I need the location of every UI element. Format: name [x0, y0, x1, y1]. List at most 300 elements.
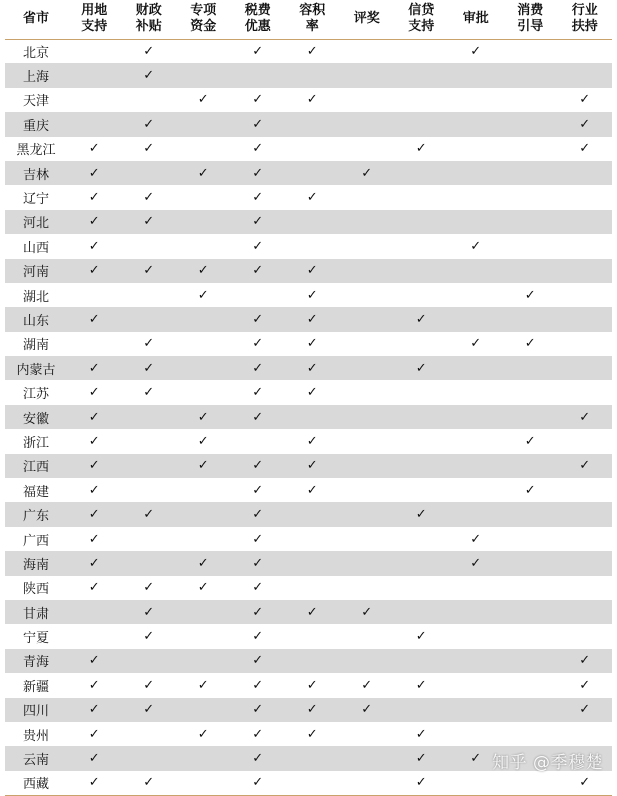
check-icon: ✓ [340, 600, 395, 624]
header-col-8: 审批 [449, 0, 504, 39]
province-name: 云南 [5, 746, 67, 770]
table-row [5, 88, 612, 112]
empty-cell [340, 356, 395, 380]
province-name: 重庆 [5, 112, 67, 136]
check-icon: ✓ [143, 580, 155, 596]
check-icon: ✓ [524, 482, 536, 498]
empty-cell [122, 478, 177, 502]
check-icon: ✓ [361, 677, 373, 693]
empty-cell [176, 600, 231, 624]
empty-cell [340, 137, 395, 161]
header-col-1: 用地 支持 [67, 0, 122, 39]
empty-cell [122, 649, 177, 673]
table-row [5, 527, 612, 551]
province-name: 北京 [22, 45, 49, 61]
check-icon: ✓ [449, 551, 504, 575]
empty-cell [394, 380, 449, 404]
empty-cell [503, 600, 558, 624]
check-icon: ✓ [415, 726, 427, 742]
empty-cell [176, 332, 231, 356]
check-icon: ✓ [231, 698, 286, 722]
empty-cell [558, 332, 613, 356]
table-row [5, 551, 612, 575]
check-icon: ✓ [67, 746, 122, 770]
empty-cell [67, 283, 122, 307]
check-icon: ✓ [67, 161, 122, 185]
empty-cell [394, 234, 449, 258]
table-row [5, 576, 612, 600]
empty-cell [176, 746, 231, 770]
check-icon: ✓ [143, 629, 155, 645]
table-row [5, 405, 612, 429]
empty-cell [176, 185, 231, 209]
empty-cell [285, 112, 340, 136]
empty-cell [394, 259, 449, 283]
check-icon: ✓ [558, 771, 613, 795]
empty-cell [176, 698, 231, 722]
province-name: 天津 [22, 94, 49, 110]
province-name: 上海 [5, 63, 67, 87]
policy-support-table [5, 0, 612, 796]
empty-cell [449, 454, 504, 478]
province-name: 山西 [22, 240, 49, 256]
empty-cell [449, 673, 504, 697]
empty-cell [176, 39, 231, 63]
check-icon: ✓ [470, 531, 482, 547]
province-name: 贵州 [22, 728, 49, 744]
check-icon: ✓ [176, 454, 231, 478]
check-icon: ✓ [231, 746, 286, 770]
empty-cell [67, 112, 122, 136]
check-icon: ✓ [285, 600, 340, 624]
empty-cell [340, 259, 395, 283]
table-body [5, 39, 612, 795]
check-icon: ✓ [306, 336, 318, 352]
check-icon: ✓ [306, 385, 318, 401]
check-icon: ✓ [231, 649, 286, 673]
check-icon: ✓ [143, 141, 155, 157]
check-icon: ✓ [285, 307, 340, 331]
empty-cell [340, 649, 395, 673]
check-icon: ✓ [231, 356, 286, 380]
empty-cell [558, 63, 613, 87]
check-icon: ✓ [197, 677, 209, 693]
empty-cell [558, 185, 613, 209]
empty-cell [394, 551, 449, 575]
header-col-5: 容积 率 [285, 0, 340, 39]
empty-cell [503, 405, 558, 429]
table-row [5, 234, 612, 258]
table-row [5, 429, 612, 453]
empty-cell [176, 112, 231, 136]
check-icon: ✓ [306, 726, 318, 742]
province-name: 宁夏 [22, 631, 49, 647]
table-row [5, 600, 612, 624]
empty-cell [503, 88, 558, 112]
empty-cell [558, 210, 613, 234]
empty-cell [122, 161, 177, 185]
check-icon: ✓ [252, 482, 264, 498]
table-row [5, 502, 612, 526]
table-row [5, 356, 612, 380]
check-icon: ✓ [558, 649, 613, 673]
empty-cell [340, 88, 395, 112]
empty-cell [285, 576, 340, 600]
empty-cell [122, 527, 177, 551]
empty-cell [340, 454, 395, 478]
empty-cell [558, 39, 613, 63]
empty-cell [285, 210, 340, 234]
check-icon: ✓ [197, 580, 209, 596]
check-icon: ✓ [67, 771, 122, 795]
table-row [5, 283, 612, 307]
province-name: 江苏 [22, 387, 49, 403]
check-icon: ✓ [449, 746, 504, 770]
province-name: 安徽 [5, 405, 67, 429]
check-icon: ✓ [122, 63, 177, 87]
province-name: 青海 [5, 649, 67, 673]
empty-cell [340, 332, 395, 356]
empty-cell [340, 771, 395, 795]
check-icon: ✓ [285, 259, 340, 283]
check-icon: ✓ [122, 698, 177, 722]
province-name: 福建 [22, 484, 49, 500]
check-icon: ✓ [306, 190, 318, 206]
empty-cell [558, 161, 613, 185]
empty-cell [67, 63, 122, 87]
empty-cell [503, 63, 558, 87]
check-icon: ✓ [470, 238, 482, 254]
check-icon: ✓ [285, 698, 340, 722]
province-name: 湖北 [22, 289, 49, 305]
empty-cell [449, 380, 504, 404]
province-name: 浙江 [22, 435, 49, 451]
empty-cell [340, 283, 395, 307]
table-row [5, 307, 612, 331]
empty-cell [558, 478, 613, 502]
empty-cell [285, 405, 340, 429]
table-row [5, 161, 612, 185]
empty-cell [449, 63, 504, 87]
check-icon: ✓ [340, 161, 395, 185]
header-province: 省市 [5, 0, 67, 39]
check-icon: ✓ [252, 238, 264, 254]
empty-cell [394, 210, 449, 234]
check-icon: ✓ [415, 141, 427, 157]
check-icon: ✓ [231, 210, 286, 234]
empty-cell [558, 624, 613, 648]
empty-cell [449, 624, 504, 648]
province-name: 西藏 [5, 771, 67, 795]
empty-cell [449, 649, 504, 673]
empty-cell [340, 478, 395, 502]
check-icon: ✓ [252, 141, 264, 157]
empty-cell [449, 576, 504, 600]
table-row [5, 649, 612, 673]
watermark: 知乎 @季穆楚 [492, 753, 603, 773]
check-icon: ✓ [394, 502, 449, 526]
check-icon: ✓ [143, 677, 155, 693]
province-name: 内蒙古 [5, 356, 67, 380]
table-row [5, 624, 612, 648]
empty-cell [394, 698, 449, 722]
empty-cell [394, 454, 449, 478]
check-icon: ✓ [231, 112, 286, 136]
check-icon: ✓ [231, 405, 286, 429]
check-icon: ✓ [88, 385, 100, 401]
check-icon: ✓ [122, 502, 177, 526]
check-icon: ✓ [67, 210, 122, 234]
empty-cell [394, 405, 449, 429]
check-icon: ✓ [231, 551, 286, 575]
empty-cell [122, 454, 177, 478]
empty-cell [394, 429, 449, 453]
empty-cell [340, 746, 395, 770]
empty-cell [122, 307, 177, 331]
empty-cell [340, 112, 395, 136]
empty-cell [558, 234, 613, 258]
empty-cell [340, 722, 395, 746]
check-icon: ✓ [88, 531, 100, 547]
check-icon: ✓ [67, 454, 122, 478]
check-icon: ✓ [197, 92, 209, 108]
empty-cell [340, 380, 395, 404]
check-icon: ✓ [252, 43, 264, 59]
check-icon: ✓ [88, 190, 100, 206]
empty-cell [558, 576, 613, 600]
empty-cell [558, 356, 613, 380]
empty-cell [176, 502, 231, 526]
check-icon: ✓ [176, 259, 231, 283]
check-icon: ✓ [558, 454, 613, 478]
table-row [5, 112, 612, 136]
empty-cell [449, 722, 504, 746]
empty-cell [231, 429, 286, 453]
empty-cell [122, 283, 177, 307]
check-icon: ✓ [524, 433, 536, 449]
province-name: 辽宁 [22, 192, 49, 208]
table-row [5, 210, 612, 234]
check-icon: ✓ [306, 287, 318, 303]
check-icon: ✓ [394, 771, 449, 795]
header-col-7: 信贷 支持 [394, 0, 449, 39]
empty-cell [67, 39, 122, 63]
check-icon: ✓ [252, 629, 264, 645]
empty-cell [176, 478, 231, 502]
empty-cell [394, 63, 449, 87]
check-icon: ✓ [231, 502, 286, 526]
check-icon: ✓ [252, 190, 264, 206]
table-row [5, 185, 612, 209]
empty-cell [503, 502, 558, 526]
check-icon: ✓ [176, 161, 231, 185]
check-icon: ✓ [88, 482, 100, 498]
empty-cell [449, 502, 504, 526]
empty-cell [285, 527, 340, 551]
table-header-row [5, 0, 612, 39]
empty-cell [340, 624, 395, 648]
empty-cell [449, 405, 504, 429]
empty-cell [122, 88, 177, 112]
check-icon: ✓ [524, 287, 536, 303]
table-row [5, 771, 612, 795]
empty-cell [340, 39, 395, 63]
table-row [5, 39, 612, 63]
empty-cell [231, 63, 286, 87]
check-icon: ✓ [579, 677, 591, 693]
empty-cell [503, 673, 558, 697]
empty-cell [394, 161, 449, 185]
empty-cell [340, 234, 395, 258]
check-icon: ✓ [306, 433, 318, 449]
check-icon: ✓ [252, 726, 264, 742]
table-row [5, 454, 612, 478]
province-name: 甘肃 [5, 600, 67, 624]
empty-cell [285, 771, 340, 795]
empty-cell [558, 502, 613, 526]
empty-cell [285, 551, 340, 575]
empty-cell [503, 307, 558, 331]
empty-cell [394, 88, 449, 112]
empty-cell [394, 39, 449, 63]
empty-cell [285, 624, 340, 648]
empty-cell [394, 649, 449, 673]
empty-cell [449, 210, 504, 234]
empty-cell [503, 210, 558, 234]
empty-cell [122, 551, 177, 575]
check-icon: ✓ [252, 385, 264, 401]
policy-table-container [5, 0, 612, 796]
empty-cell [449, 283, 504, 307]
empty-cell [558, 600, 613, 624]
check-icon: ✓ [176, 405, 231, 429]
empty-cell [67, 600, 122, 624]
check-icon: ✓ [285, 454, 340, 478]
empty-cell [285, 161, 340, 185]
empty-cell [285, 502, 340, 526]
empty-cell [340, 307, 395, 331]
empty-cell [340, 551, 395, 575]
check-icon: ✓ [67, 405, 122, 429]
empty-cell [176, 771, 231, 795]
province-name: 广西 [22, 533, 49, 549]
empty-cell [176, 307, 231, 331]
province-name: 江西 [5, 454, 67, 478]
check-icon: ✓ [524, 336, 536, 352]
check-icon: ✓ [67, 551, 122, 575]
empty-cell [394, 478, 449, 502]
check-icon: ✓ [143, 43, 155, 59]
empty-cell [67, 88, 122, 112]
check-icon: ✓ [197, 287, 209, 303]
check-icon: ✓ [176, 551, 231, 575]
check-icon: ✓ [306, 43, 318, 59]
empty-cell [394, 112, 449, 136]
empty-cell [176, 63, 231, 87]
empty-cell [394, 332, 449, 356]
empty-cell [449, 259, 504, 283]
province-name: 河南 [5, 259, 67, 283]
table-row [5, 63, 612, 87]
empty-cell [503, 112, 558, 136]
empty-cell [340, 527, 395, 551]
empty-cell [394, 185, 449, 209]
check-icon: ✓ [143, 190, 155, 206]
table-row [5, 722, 612, 746]
check-icon: ✓ [88, 238, 100, 254]
check-icon: ✓ [252, 677, 264, 693]
empty-cell [503, 380, 558, 404]
table-row [5, 478, 612, 502]
check-icon: ✓ [197, 726, 209, 742]
empty-cell [176, 137, 231, 161]
empty-cell [340, 210, 395, 234]
empty-cell [449, 307, 504, 331]
check-icon: ✓ [88, 677, 100, 693]
empty-cell [558, 307, 613, 331]
empty-cell [285, 137, 340, 161]
empty-cell [449, 185, 504, 209]
check-icon: ✓ [122, 112, 177, 136]
empty-cell [503, 454, 558, 478]
empty-cell [340, 502, 395, 526]
table-row [5, 698, 612, 722]
empty-cell [558, 429, 613, 453]
check-icon: ✓ [67, 698, 122, 722]
check-icon: ✓ [558, 405, 613, 429]
empty-cell [558, 527, 613, 551]
empty-cell [285, 746, 340, 770]
empty-cell [503, 161, 558, 185]
empty-cell [394, 283, 449, 307]
empty-cell [340, 429, 395, 453]
empty-cell [394, 527, 449, 551]
empty-cell [558, 380, 613, 404]
table-row [5, 259, 612, 283]
check-icon: ✓ [415, 677, 427, 693]
empty-cell [558, 259, 613, 283]
check-icon: ✓ [558, 698, 613, 722]
check-icon: ✓ [122, 259, 177, 283]
empty-cell [449, 112, 504, 136]
empty-cell [176, 356, 231, 380]
empty-cell [176, 527, 231, 551]
province-name: 海南 [5, 551, 67, 575]
check-icon: ✓ [231, 161, 286, 185]
check-icon: ✓ [67, 356, 122, 380]
check-icon: ✓ [394, 356, 449, 380]
province-name: 山东 [5, 307, 67, 331]
empty-cell [503, 185, 558, 209]
empty-cell [176, 210, 231, 234]
empty-cell [449, 88, 504, 112]
check-icon: ✓ [143, 336, 155, 352]
check-icon: ✓ [67, 307, 122, 331]
empty-cell [503, 576, 558, 600]
empty-cell [503, 722, 558, 746]
empty-cell [340, 576, 395, 600]
table-row [5, 332, 612, 356]
check-icon: ✓ [122, 210, 177, 234]
check-icon: ✓ [122, 600, 177, 624]
empty-cell [558, 551, 613, 575]
empty-cell [503, 39, 558, 63]
table-row [5, 673, 612, 697]
empty-cell [503, 137, 558, 161]
province-name: 陕西 [22, 582, 49, 598]
empty-cell [340, 405, 395, 429]
empty-cell [285, 63, 340, 87]
